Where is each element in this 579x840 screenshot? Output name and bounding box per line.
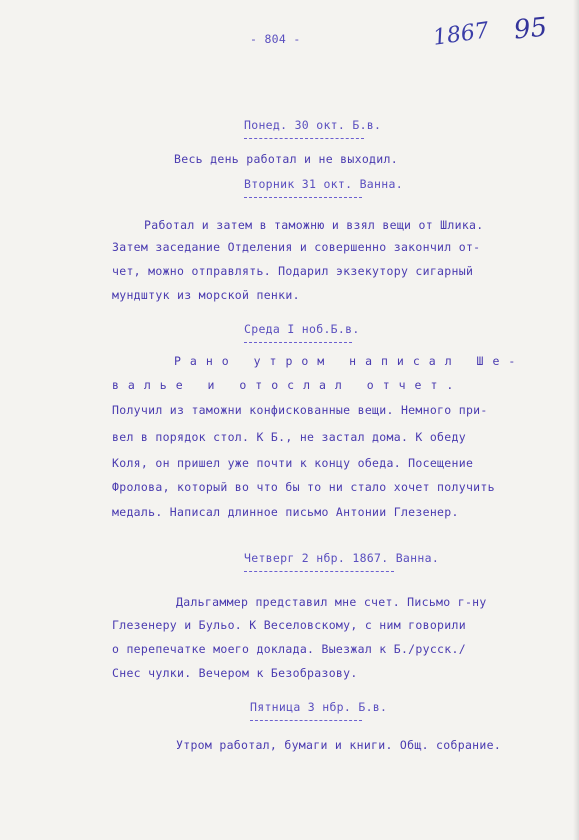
entry-line: Глезенеру и Бульо. К Веселовскому, с ним говорили [112,618,466,632]
entry-line: валье и отослал отчет. [112,378,463,392]
entry-heading: Пятница 3 нбр. Б.в. [250,700,388,714]
entry-line: Снес чулки. Вечером к Безобразову. [112,666,358,680]
handwritten-year: 1867 [431,18,491,51]
entry-line: Получил из таможни конфискованные вещи. Немного при- [112,403,488,417]
entry-line: чет, можно отправлять. Подарил экзекутору сигарный [112,264,474,278]
heading-underline [244,342,352,343]
heading-underline [244,138,364,139]
entry-line: Дальгаммер представил мне счет. Письмо г-ну [176,595,487,609]
entry-line: вел в порядок стол. К Б., не застал дома. К обеду [112,430,466,444]
entry-line: Работал и затем в таможню и взял вещи от Шлика. [144,218,484,232]
entry-line: мундштук из морской пенки. [112,288,300,302]
entry-line: Коля, он пришел уже почти к концу обеда. Посещение [112,456,474,470]
entry-line: Весь день работал и не выходил. [174,152,398,166]
entry-line: Рано утром написал Ше- [174,354,525,368]
entry-line: Фролова, который во что бы то ни стало хочет получить [112,480,495,494]
entry-heading: Четверг 2 нбр. 1867. Ванна. [244,551,440,565]
heading-underline [244,197,362,198]
entry-line: Затем заседание Отделения и совершенно закончил от- [112,240,481,254]
handwritten-folio-number: 95 [512,12,549,46]
heading-underline [244,571,394,572]
entry-line: медаль. Написал длинное письмо Антонии Глезенер. [112,505,459,519]
entry-heading: Вторник 31 окт. Ванна. [244,177,403,191]
entry-heading: Понед. 30 окт. Б.в. [244,118,382,132]
entry-line: о перепечатке моего доклада. Выезжал к Б./русск./ [112,642,466,656]
page-number: - 804 - [250,32,301,46]
entry-line: Утром работал, бумаги и книги. Общ. собрание. [176,738,502,752]
entry-heading: Среда I ноб.Б.в. [244,322,360,336]
heading-underline [250,720,362,721]
